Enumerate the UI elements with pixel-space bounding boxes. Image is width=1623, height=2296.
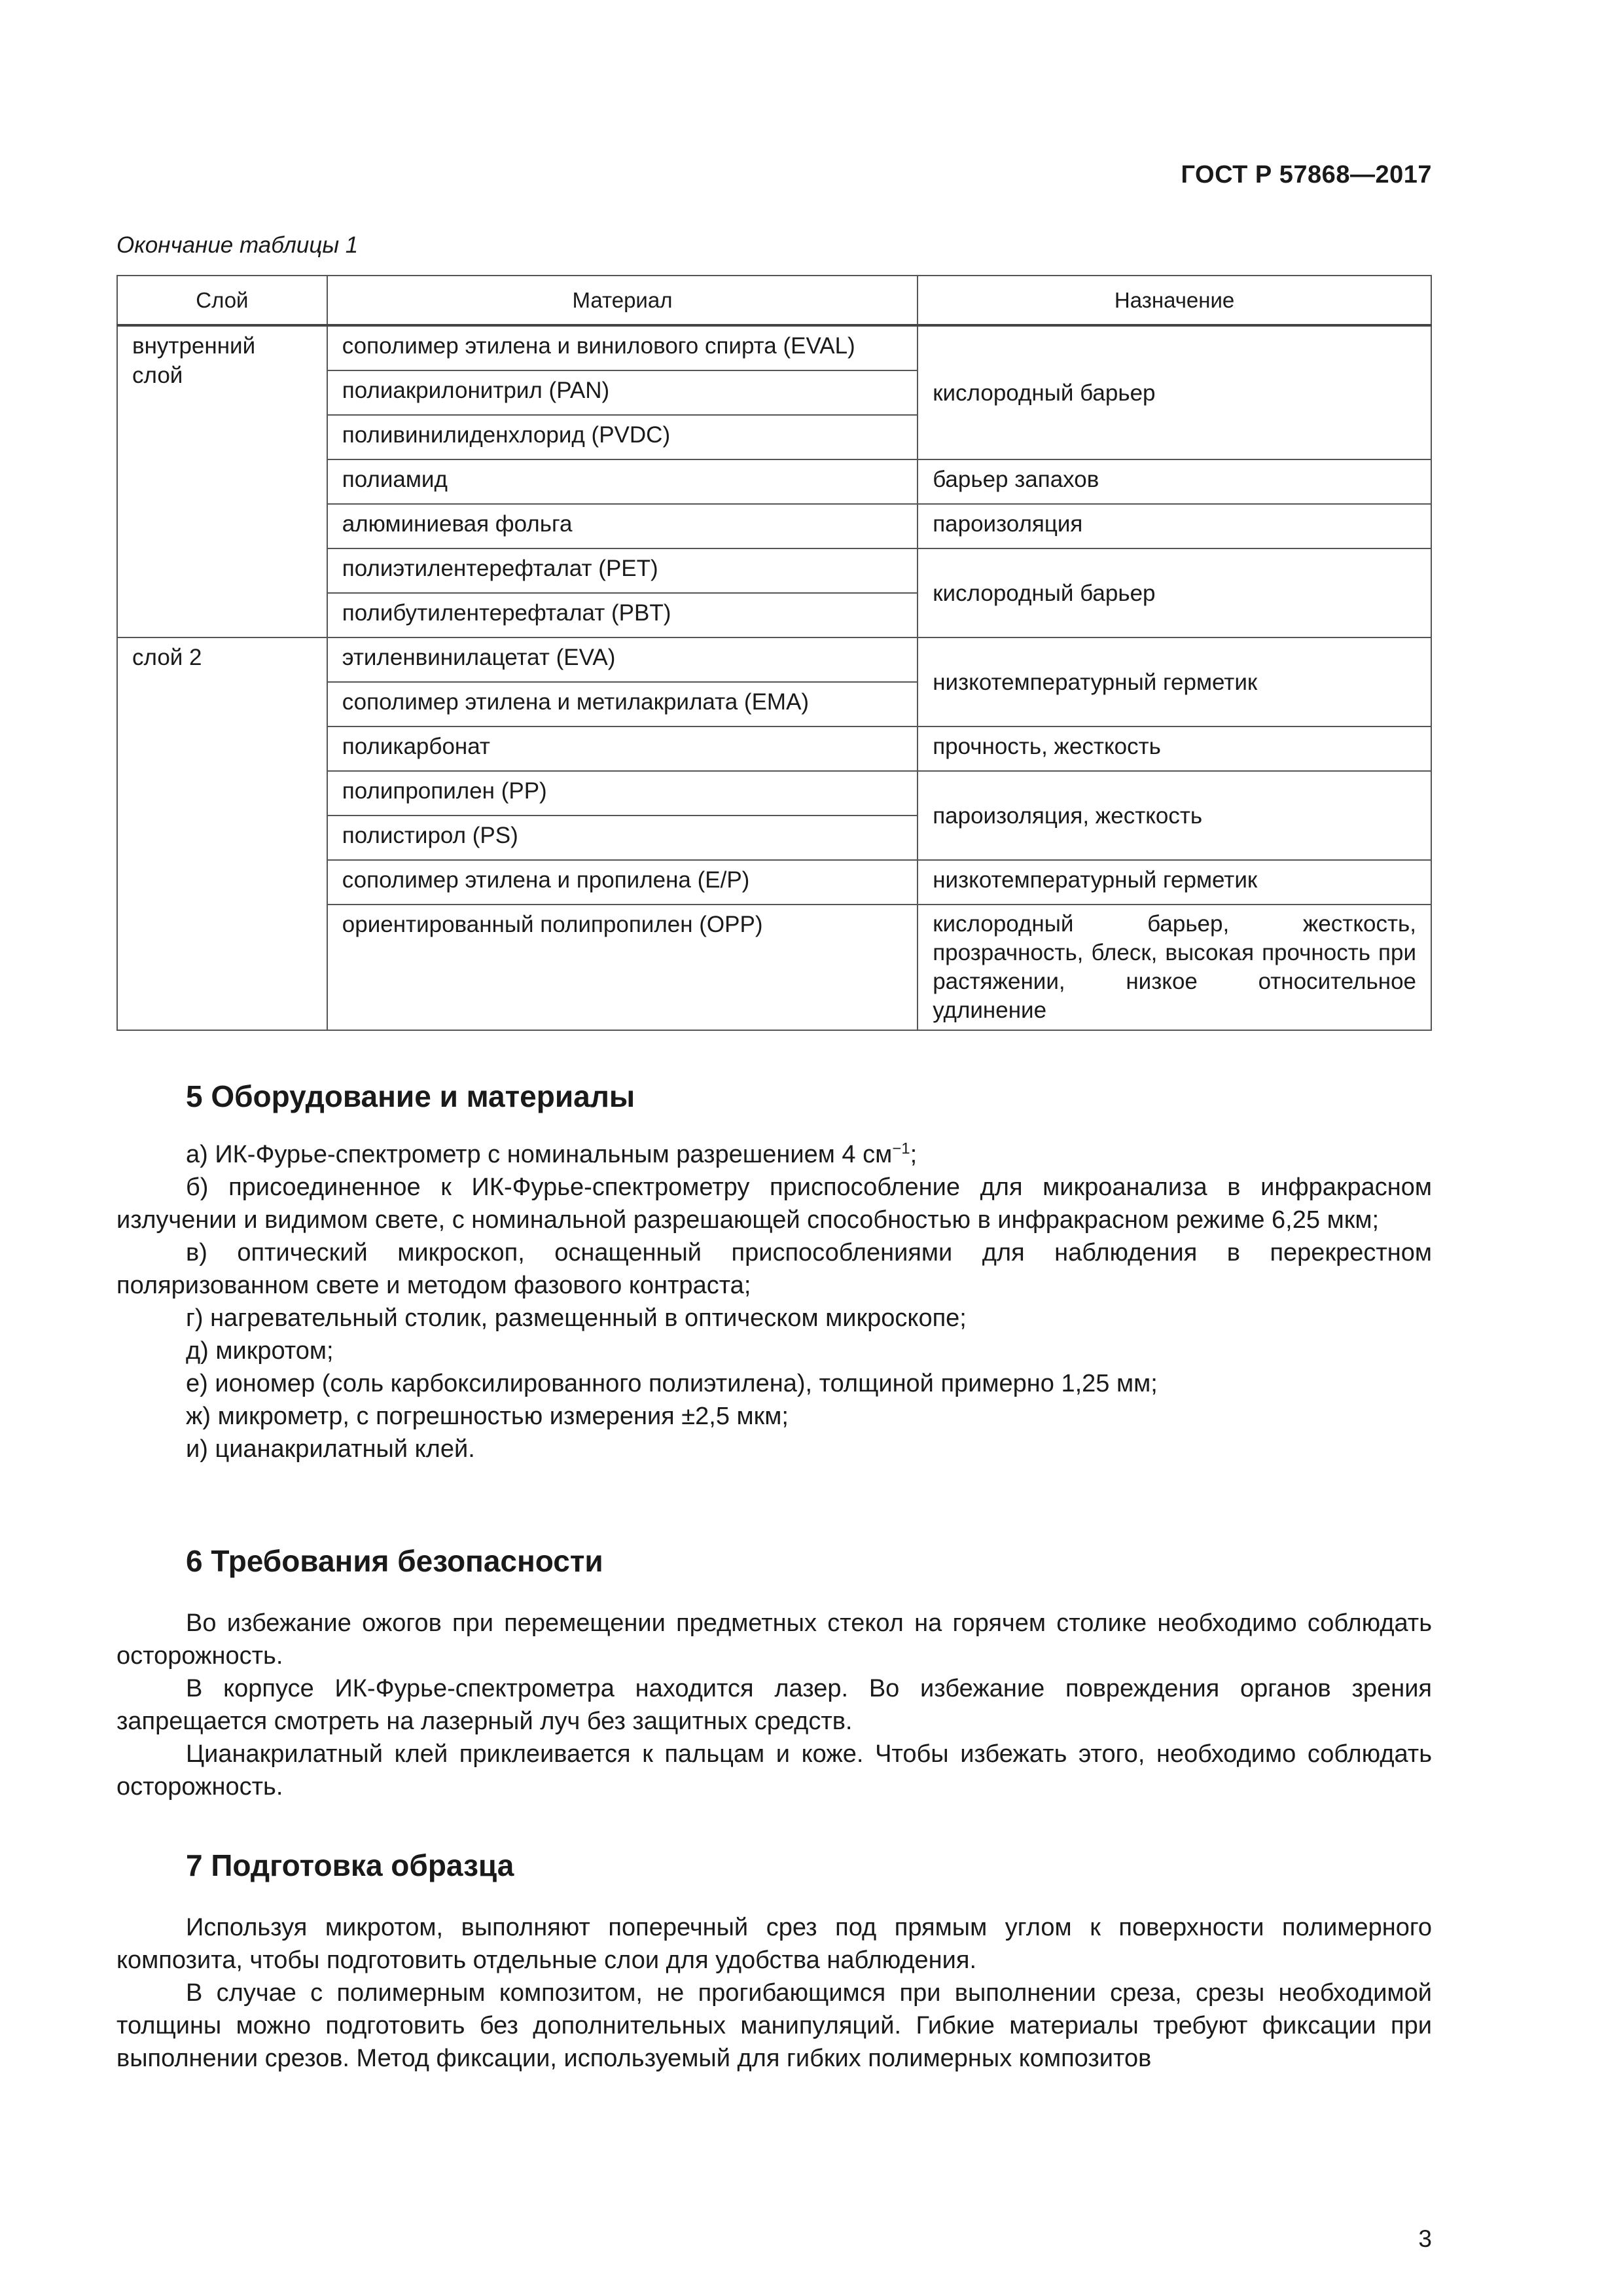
material-cell: сополимер этилена и винилового спирта (EVAL): [327, 325, 918, 370]
material-cell: полиэтилентерефталат (PET): [327, 548, 918, 593]
list-item: ж) микрометр, с погрешностью измерения ±2,5 мкм;: [186, 1403, 789, 1430]
purpose-cell: кислородный барьер, жесткость, прозрачность, блеск, высокая прочность при растяжении, низкое относительное удлинение: [918, 905, 1431, 1030]
material-cell: поликарбонат: [327, 726, 918, 771]
material-cell: полистирол (PS): [327, 816, 918, 860]
document-code: ГОСТ Р 57868—2017: [1181, 161, 1432, 188]
list-item: в) оптический микроскоп, оснащенный приспособлениями для наблюдения в перекрестном поляризованном свете и методом фазового контраста;: [116, 1239, 1432, 1299]
list-item: г) нагревательный столик, размещенный в оптическом микроскопе;: [186, 1304, 967, 1332]
paragraph: В корпусе ИК-Фурье-спектрометра находится лазер. Во избежание повреждения органов зрения запрещается смотреть на лазерный луч без защитных средств.: [116, 1675, 1432, 1735]
purpose-cell: пароизоляция, жесткость: [918, 771, 1431, 860]
paragraph: В случае с полимерным композитом, не прогибающимся при выполнении среза, срезы необходимой толщины можно подготовить без дополнительных манипуляций. Гибкие материалы требуют фиксации при выполнении срезов. Метод фиксации, используемый для гибких полимерных композитов: [116, 1979, 1432, 2072]
paragraph: Цианакрилатный клей приклеивается к пальцам и коже. Чтобы избежать этого, необходимо соблюдать осторожность.: [116, 1740, 1432, 1801]
purpose-cell: прочность, жесткость: [918, 726, 1431, 771]
table-caption: Окончание таблицы 1: [116, 232, 359, 258]
purpose-cell: барьер запахов: [918, 459, 1431, 504]
table-row: [117, 637, 1431, 682]
section-5-title: 5 Оборудование и материалы: [186, 1079, 635, 1113]
item-a-text: а) ИК-Фурье-спектрометр с номинальным разрешением 4 см: [186, 1141, 893, 1168]
table-row: [117, 325, 1431, 370]
material-cell: алюминиевая фольга: [327, 504, 918, 548]
material-cell: сополимер этилена и пропилена (E/P): [327, 860, 918, 905]
item-a-exponent: −1: [892, 1139, 910, 1158]
list-item: и) цианакрилатный клей.: [186, 1435, 475, 1463]
header-layer: Слой: [117, 276, 327, 325]
material-cell: полиамид: [327, 459, 918, 504]
material-cell: сополимер этилена и метилакрилата (EMA): [327, 682, 918, 726]
header-purpose: Назначение: [918, 276, 1431, 325]
section-equipment: [116, 1077, 1432, 1465]
page-number: 3: [1418, 2225, 1432, 2252]
purpose-cell: кислородный барьер: [918, 325, 1431, 459]
section-safety: [116, 1541, 1432, 1803]
purpose-cell: пароизоляция: [918, 504, 1431, 548]
table-header-row: [117, 276, 1431, 325]
layer-cell: внутренний слой: [117, 325, 327, 637]
list-item: д) микротом;: [186, 1337, 334, 1365]
paragraph: Во избежание ожогов при перемещении предметных стекол на горячем столике необходимо соблюдать осторожность.: [116, 1609, 1432, 1670]
material-cell: полипропилен (PP): [327, 771, 918, 816]
paragraph: Используя микротом, выполняют поперечный срез под прямым углом к поверхности полимерного композита, чтобы подготовить отдельные слои для удобства наблюдения.: [116, 1914, 1432, 1974]
section-sample-prep: [116, 1846, 1432, 2075]
header-material: Материал: [327, 276, 918, 325]
material-cell: полибутилентерефталат (PBT): [327, 593, 918, 637]
list-item: б) присоединенное к ИК-Фурье-спектрометру приспособление для микроанализа в инфракрасном излучении и видимом свете, с номинальной разрешающей способностью в инфракрасном режиме 6,25 мкм;: [116, 1174, 1432, 1234]
section-7-title: 7 Подготовка образца: [186, 1848, 514, 1882]
purpose-cell: низкотемпературный герметик: [918, 637, 1431, 726]
material-cell: поливинилиденхлорид (PVDC): [327, 415, 918, 459]
materials-table: [116, 275, 1432, 1031]
layer-cell: слой 2: [117, 637, 327, 1030]
list-item: е) иономер (соль карбоксилированного полиэтилена), толщиной примерно 1,25 мм;: [186, 1370, 1158, 1397]
material-cell: этиленвинилацетат (EVA): [327, 637, 918, 682]
item-a-end: ;: [910, 1141, 918, 1168]
list-item: [116, 1138, 1432, 1171]
material-cell: ориентированный полипропилен (OPP): [327, 905, 918, 1030]
material-cell: полиакрилонитрил (PAN): [327, 370, 918, 415]
purpose-cell: низкотемпературный герметик: [918, 860, 1431, 905]
purpose-cell: кислородный барьер: [918, 548, 1431, 637]
section-6-title: 6 Требования безопасности: [186, 1544, 603, 1578]
